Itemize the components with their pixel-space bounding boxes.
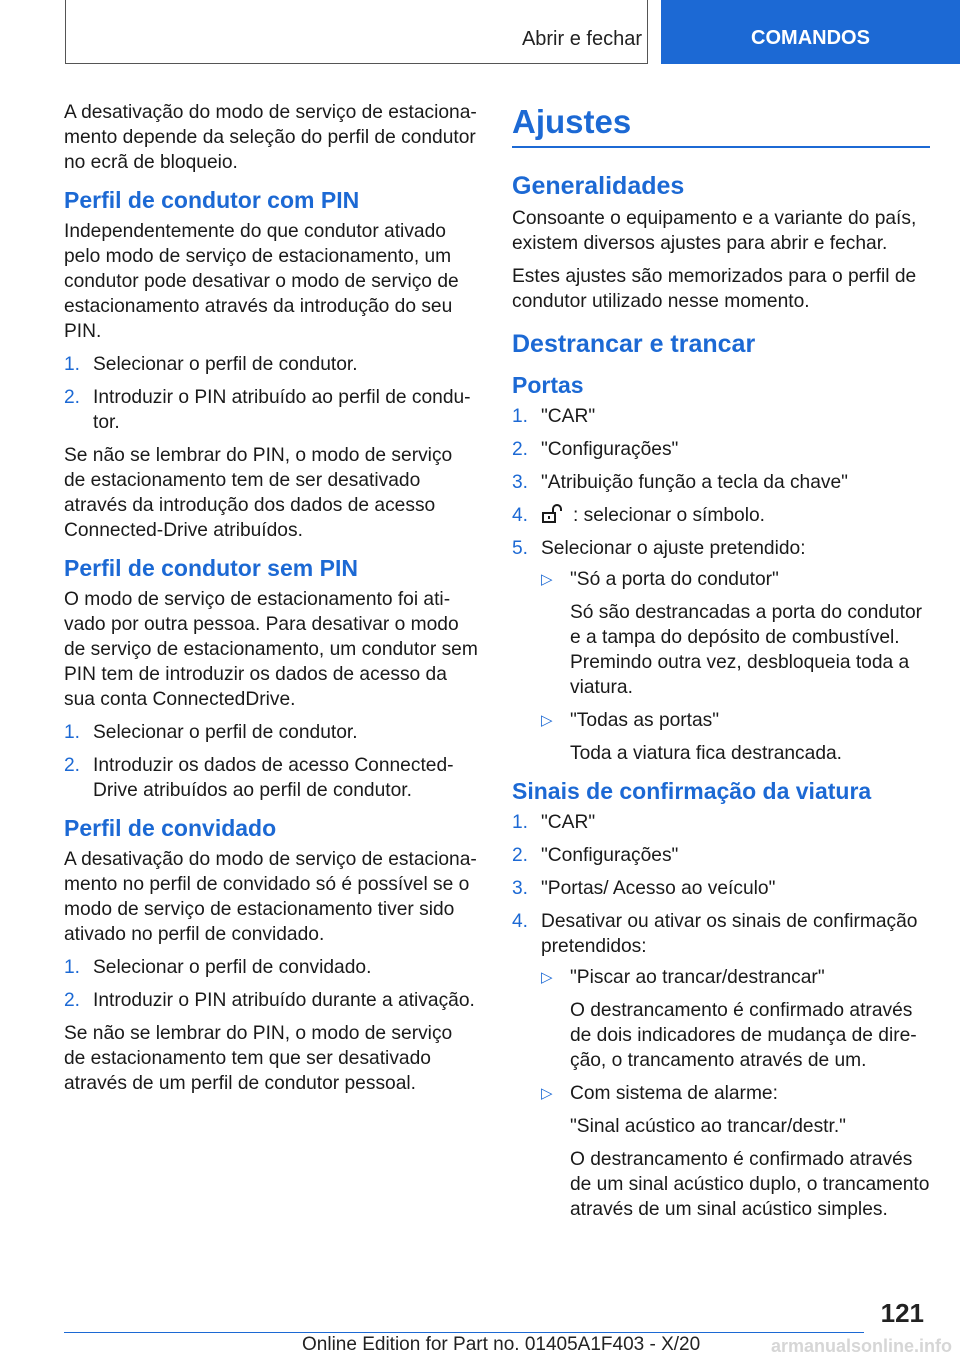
steps-list [64,955,478,1013]
heading-guest-profile: Perfil de convidado [64,815,277,841]
steps-list [64,352,478,435]
heading-general: Generalidades [512,172,685,200]
list-item: 5. Selecionar o ajuste pretendido: ▷ "Só a porta do condutor" Só são destrancadas a porta do condutor e a tampa do depósito de combustível. Premindo outra vez, desbloqueia toda a viatura. ▷ "Todas as portas" Toda a viatura fica destrancada. [512,536,930,766]
unlock-icon [541,504,567,524]
steps-list [64,720,478,803]
list-item: 3. "Portas/ Acesso ao veículo" [512,878,776,899]
intro-paragraph: A desativação do modo de serviço de estaciona-mento depende da seleção do perfil de condutor no ecrã de bloqueio. [64,102,477,173]
chapter-tab[interactable]: COMANDOS [661,0,960,64]
triangle-bullet-icon: ▷ [541,969,553,986]
list-item: 2. "Configurações" [512,845,679,866]
paragraph: Independentemente do que condutor ativado pelo modo de serviço de estacionamento, um condutor pode desativar o modo de serviço de estacionamento através da introdução do seu PIN. [64,221,459,342]
footer-divider [64,1332,864,1333]
paragraph: O modo de serviço de estacionamento foi ati-vado por outra pessoa. Para desativar o modo de serviço de estacionamento, um condutor sem PIN tem de introduzir os dados de acesso da sua conta ConnectedDrive. [64,589,478,710]
heading-unlock-lock: Destrancar e trancar [512,330,756,358]
heading-profile-without-pin: Perfil de condutor sem PIN [64,555,358,581]
triangle-bullet-icon: ▷ [541,1085,553,1102]
heading-doors: Portas [512,372,584,398]
option-item: ▷ "Piscar ao trancar/destrancar" O destrancamento é confirmado através de dois indicadores de mudança de dire-ção, o trancamento através de um. [541,967,917,1071]
edition-text: Online Edition for Part no. 01405A1F403 - X/20 [302,1334,701,1355]
list-item: 1. Selecionar o perfil de condutor. [64,722,358,743]
section-title: Abrir e fechar [521,28,642,50]
watermark: armanualsonline.info [770,1336,952,1356]
list-item: 3. "Atribuição função a tecla da chave" [512,472,848,493]
list-item: 4. : selecionar o símbolo. [512,505,765,526]
paragraph: Consoante o equipamento e a variante do país, existem diversos ajustes para abrir e fechar. [512,208,917,254]
heading-profile-with-pin: Perfil de condutor com PIN [64,187,360,213]
option-item: ▷ Com sistema de alarme: "Sinal acústico ao trancar/destr." O destrancamento é confirmado através de um sinal acústico duplo, o trancamento através de um sinal acústico simples. [541,1083,930,1220]
paragraph: Estes ajustes são memorizados para o perfil de condutor utilizado nesse momento. [512,266,917,312]
page-number: 121 [880,1298,924,1328]
triangle-bullet-icon: ▷ [541,571,553,588]
steps-list [512,404,930,766]
paragraph: Se não se lembrar do PIN, o modo de serviço de estacionamento tem que ser desativado através de um perfil de condutor pessoal. [64,1023,453,1094]
option-item: ▷ "Todas as portas" Toda a viatura fica destrancada. [541,710,842,764]
list-item: 1. Selecionar o perfil de convidado. [64,957,372,978]
right-column [512,100,930,1230]
list-item: 1. "CAR" [512,812,596,833]
list-item: 2. "Configurações" [512,439,679,460]
list-item: 1. "CAR" [512,406,596,427]
list-item: 1. Selecionar o perfil de condutor. [64,354,358,375]
left-column [64,100,478,1104]
list-item: 2. Introduzir os dados de acesso Connected-Drive atribuídos ao perfil de condutor. [64,755,454,801]
options-list [541,567,930,766]
steps-list [512,810,930,1222]
triangle-bullet-icon: ▷ [541,712,553,729]
list-item: 2. Introduzir o PIN atribuído ao perfil de condu-tor. [64,387,471,433]
option-item: ▷ "Só a porta do condutor" Só são destrancadas a porta do condutor e a tampa do depósito de combustível. Premindo outra vez, desbloqueia toda a viatura. [541,569,923,698]
paragraph: Se não se lembrar do PIN, o modo de serviço de estacionamento tem de ser desativado através da introdução dos dados de acesso Connected-Drive atribuídos. [64,445,453,541]
heading-confirmation-signals: Sinais de confirmação da viatura [512,778,872,804]
page-title: Ajustes [512,100,930,148]
options-list [541,965,930,1222]
list-item: 4. Desativar ou ativar os sinais de confirmação pretendidos: ▷ "Piscar ao trancar/destrancar" O destrancamento é confirmado através de dois indicadores de mudança de dire-ção, o trancamento através de um. ▷ Com sistema de alarme: "Sinal acústico ao trancar/destr." O destrancamento é confirmado através de um sinal acústico duplo, o trancamento através de um sinal acústico simples. [512,911,930,1220]
list-item: 2. Introduzir o PIN atribuído durante a ativação. [64,990,475,1011]
paragraph: A desativação do modo de serviço de estaciona-mento no perfil de convidado só é possível se o modo de serviço de estacionamento tiver sido ativado no perfil de convidado. [64,849,477,945]
